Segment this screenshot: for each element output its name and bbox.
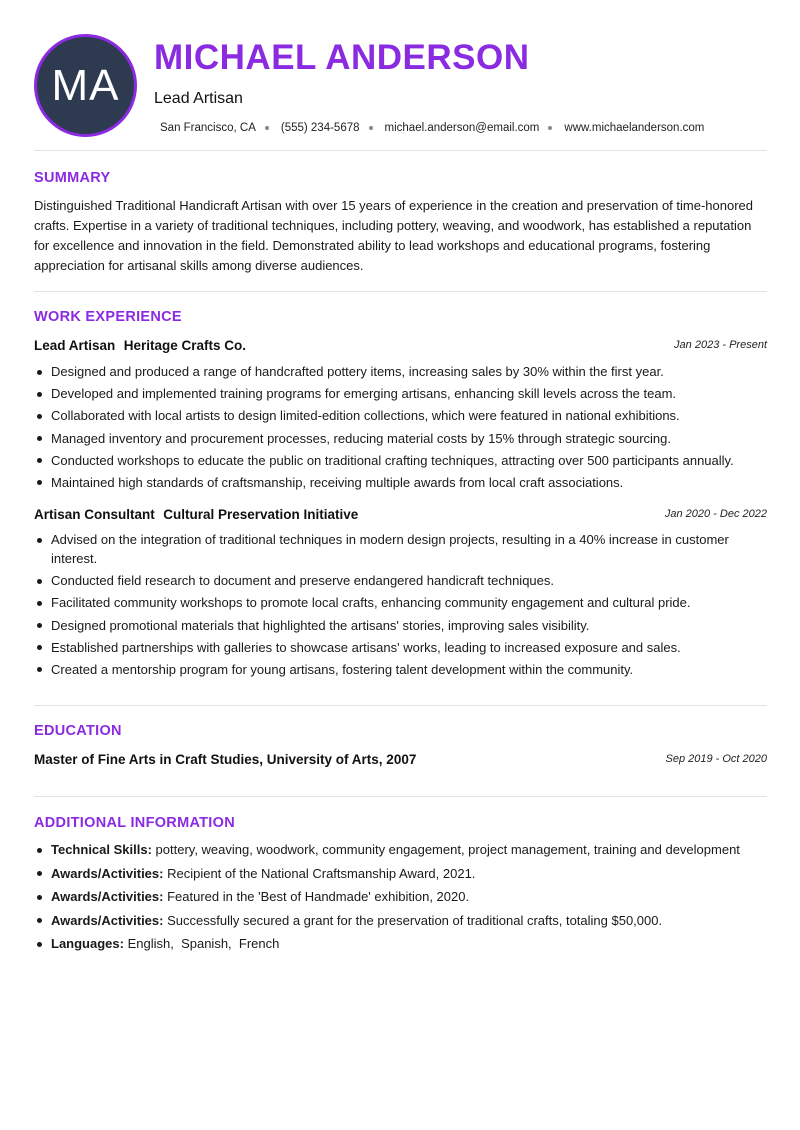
avatar: MA xyxy=(34,34,137,137)
candidate-name: MICHAEL ANDERSON xyxy=(154,38,530,77)
work-experience-heading: WORK EXPERIENCE xyxy=(34,309,182,325)
contact-phone: (555) 234-5678 xyxy=(280,122,360,134)
job-role: Lead Artisan xyxy=(34,338,116,353)
summary-heading: SUMMARY xyxy=(34,170,111,186)
education-dates: Sep 2019 - Oct 2020 xyxy=(665,753,767,765)
education-heading: EDUCATION xyxy=(34,723,122,739)
list-item xyxy=(34,934,774,953)
list-item: Developed and implemented training programs for emerging artisans, enhancing skill levels across the team. xyxy=(34,384,767,403)
job-header xyxy=(34,337,767,355)
section-divider xyxy=(34,705,767,706)
separator-dot-icon xyxy=(265,126,269,130)
list-item: Facilitated community workshops to promote local crafts, enhancing community engagement and cultural pride. xyxy=(34,593,767,612)
list-item: Collaborated with local artists to design limited-edition collections, which were featured in national exhibitions. xyxy=(34,406,767,425)
list-item: Created a mentorship program for young artisans, fostering talent development within the community. xyxy=(34,660,767,679)
contact-email[interactable]: michael.anderson@email.com xyxy=(384,122,540,134)
list-item: Established partnerships with galleries to showcase artisans' works, leading to increased exposure and sales. xyxy=(34,638,767,657)
education-entry xyxy=(34,751,767,771)
job-bullets xyxy=(34,530,767,682)
job-company: Cultural Preservation Initiative xyxy=(163,507,359,522)
additional-info-heading: ADDITIONAL INFORMATION xyxy=(34,815,235,831)
job-header xyxy=(34,506,767,524)
section-divider xyxy=(34,796,767,797)
list-item xyxy=(34,911,774,930)
job-bullets xyxy=(34,362,767,495)
separator-dot-icon xyxy=(548,126,552,130)
job-role: Artisan Consultant xyxy=(34,507,155,522)
resume-header xyxy=(34,34,767,138)
list-item: Designed promotional materials that highlighted the artisans' stories, improving sales visibility. xyxy=(34,616,767,635)
info-label: Technical Skills: xyxy=(51,842,152,857)
list-item: Advised on the integration of traditional techniques in modern design projects, resulting in a 40% increase in customer interest. xyxy=(34,530,767,568)
separator-dot-icon xyxy=(369,126,373,130)
contact-location: San Francisco, CA xyxy=(160,122,256,134)
list-item: Maintained high standards of craftsmanship, receiving multiple awards from local craft associations. xyxy=(34,473,767,492)
info-text: Recipient of the National Craftsmanship Award, 2021. xyxy=(167,865,476,881)
info-text: Featured in the 'Best of Handmade' exhibition, 2020. xyxy=(167,889,470,904)
info-label: Awards/Activities: xyxy=(51,865,164,881)
info-text: pottery, weaving, woodwork, community engagement, project management, training and development xyxy=(155,842,740,857)
education-degree: Master of Fine Arts in Craft Studies, University of Arts, 2007 xyxy=(34,752,417,767)
section-divider xyxy=(34,291,767,292)
list-item xyxy=(34,840,774,859)
job-company: Heritage Crafts Co. xyxy=(123,338,247,353)
info-label: Awards/Activities: xyxy=(51,889,164,904)
section-divider xyxy=(34,150,767,151)
list-item: Managed inventory and procurement processes, reducing material costs by 15% through strategic sourcing. xyxy=(34,429,767,448)
info-text: English, Spanish, French xyxy=(127,936,280,951)
additional-info-list xyxy=(34,840,774,958)
contact-website[interactable]: www.michaelanderson.com xyxy=(564,122,705,134)
job-dates: Jan 2020 - Dec 2022 xyxy=(664,508,767,520)
list-item: Designed and produced a range of handcrafted pottery items, increasing sales by 30% within the first year. xyxy=(34,362,767,381)
summary-text: Distinguished Traditional Handicraft Artisan with over 15 years of experience in the creation and preservation of time-honored crafts. Expertise in a variety of traditional techniques, including pottery, weaving, and woodwork, has established a reputation for excellence and innovation in the field. Demonstrated ability to lead workshops and educational programs, fostering appreciation for artisanal skills among diverse audiences. xyxy=(34,198,754,273)
list-item: Conducted field research to document and preserve endangered handicraft techniques. xyxy=(34,571,767,590)
info-label: Languages: xyxy=(51,936,124,951)
candidate-title: Lead Artisan xyxy=(154,90,243,107)
job-dates: Jan 2023 - Present xyxy=(674,339,767,351)
info-label: Awards/Activities: xyxy=(51,912,164,928)
list-item xyxy=(34,887,774,906)
list-item: Conducted workshops to educate the public on traditional crafting techniques, attracting over 500 participants annually. xyxy=(34,451,767,470)
contact-line xyxy=(160,120,704,136)
list-item xyxy=(34,864,774,883)
info-text: Successfully secured a grant for the preservation of traditional crafts, totaling $50,000. xyxy=(167,912,663,928)
